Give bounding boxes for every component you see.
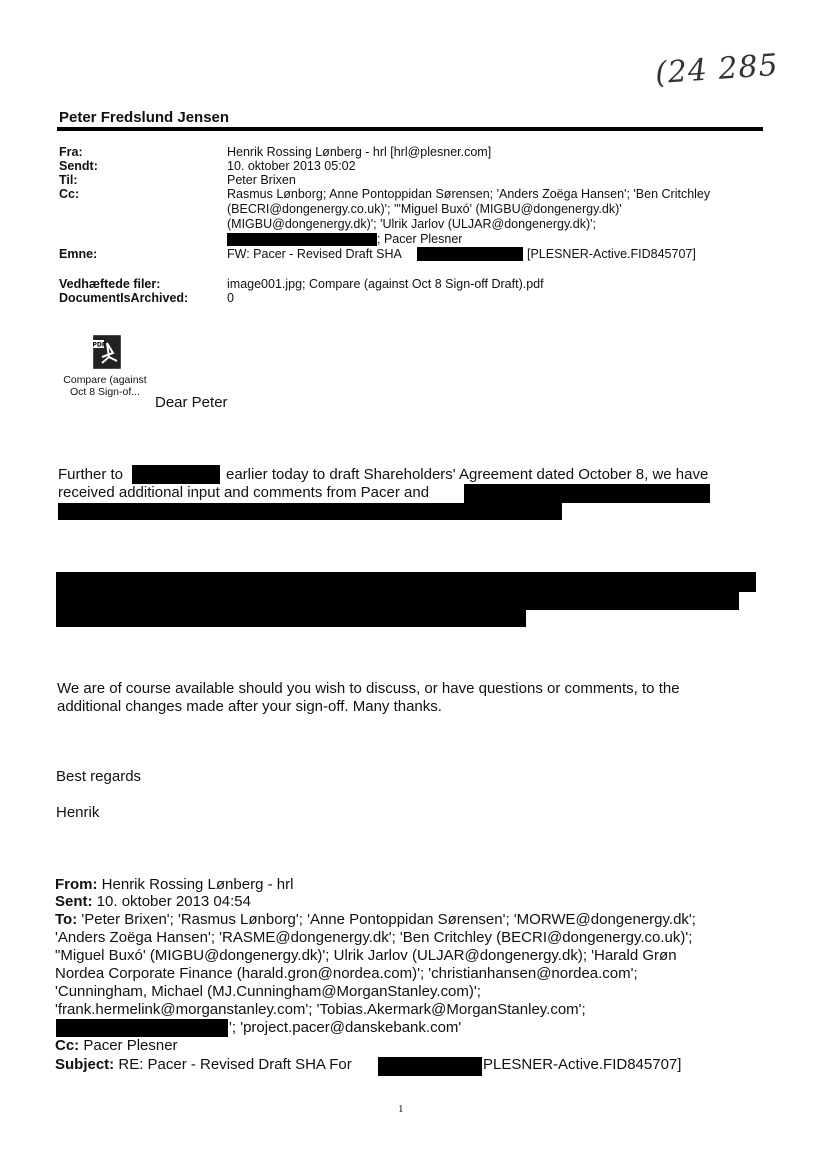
to-label: Til: (59, 173, 78, 187)
cc-line-1: Rasmus Lønborg; Anne Pontoppidan Sørensen; 'Anders Zoëga Hansen'; 'Ben Critchley (227, 187, 711, 201)
paragraph-2-line-1: We are of course available should you wish to discuss, or have questions or comments, to the (57, 680, 680, 697)
cc-tail: ; Pacer Plesner (377, 232, 463, 246)
fwd-subject-value-start: RE: Pacer - Revised Draft SHA For (118, 1056, 352, 1073)
attachment-caption-1: Compare (against (63, 374, 147, 386)
redaction (417, 247, 523, 261)
header-rule (57, 127, 763, 131)
redaction (56, 608, 526, 627)
fwd-subject-label: Subject: (55, 1056, 115, 1073)
from-label: Fra: (59, 145, 83, 159)
page-number: 1 (398, 1103, 404, 1115)
fwd-sent-value: 10. oktober 2013 04:54 (96, 893, 251, 910)
fwd-to-tail: '; 'project.pacer@danskebank.com' (229, 1019, 462, 1036)
paragraph-1-line-2: received additional input and comments from Pacer and (58, 484, 430, 501)
sent-value: 10. oktober 2013 05:02 (227, 159, 356, 173)
closing: Best regards (56, 768, 142, 785)
cc-label: Cc: (59, 187, 80, 201)
paragraph-1-start: Further to (58, 466, 124, 483)
fwd-to-label: To: (55, 911, 78, 928)
cc-line-2: (BECRI@dongenergy.co.uk)'; '"Miguel Buxó' (MIGBU@dongenergy.dk)' (227, 202, 622, 216)
greeting: Dear Peter (155, 394, 228, 411)
redaction (132, 465, 220, 484)
fwd-subject-value-end: PLESNER-Active.FID845707] (483, 1056, 682, 1073)
fwd-subject-line (55, 1056, 352, 1074)
redaction (227, 233, 377, 246)
fwd-to-line-3: "Miguel Buxó' (MIGBU@dongenergy.dk)'; Ulrik Jarlov (ULJAR@dongenergy.dk); 'Harald Grøn (55, 947, 677, 964)
redaction (56, 572, 756, 592)
fwd-cc-label: Cc: (55, 1037, 80, 1054)
fwd-to-value: 'Peter Brixen'; 'Rasmus Lønborg'; 'Anne Pontoppidan Sørensen'; 'MORWE@dongenergy.dk'; (81, 911, 696, 928)
redaction (378, 1057, 482, 1076)
fwd-to-line (55, 911, 696, 929)
fwd-cc-value: Pacer Plesner (83, 1037, 178, 1054)
fwd-to-line-5: 'Cunningham, Michael (MJ.Cunningham@MorganStanley.com)'; (55, 983, 481, 1000)
fwd-sent-line (55, 893, 251, 911)
handwritten-note: (24 285 (653, 47, 780, 92)
pdf-icon[interactable] (90, 335, 124, 369)
signature: Henrik (56, 804, 100, 821)
redaction (56, 1019, 228, 1037)
to-value: Peter Brixen (227, 173, 296, 187)
from-value: Henrik Rossing Lønberg - hrl [hrl@plesner.com] (227, 145, 492, 159)
archived-value: 0 (227, 291, 234, 305)
svg-text:PDF: PDF (92, 341, 106, 349)
fwd-sent-label: Sent: (55, 893, 93, 910)
redaction (56, 590, 739, 610)
recipient-name: Peter Fredslund Jensen (59, 109, 230, 126)
fwd-from-value: Henrik Rossing Lønberg - hrl (101, 876, 294, 893)
subject-label: Emne: (59, 247, 98, 261)
attachments-label: Vedhæftede filer: (59, 277, 161, 291)
fwd-from-label: From: (55, 876, 98, 893)
sent-label: Sendt: (59, 159, 98, 173)
fwd-to-line-6: 'frank.hermelink@morganstanley.com'; 'Tobias.Akermark@MorganStanley.com'; (55, 1001, 586, 1018)
attachment-caption-2: Oct 8 Sign-of... (69, 386, 141, 398)
fwd-from-line (55, 876, 293, 894)
paragraph-2-line-2: additional changes made after your sign-off. Many thanks. (57, 698, 442, 715)
fwd-to-line-4: Nordea Corporate Finance (harald.gron@nordea.com)'; 'christianhansen@nordea.com'; (55, 965, 638, 982)
fwd-to-line-2: 'Anders Zoëga Hansen'; 'RASME@dongenergy.dk'; 'Ben Critchley (BECRI@dongenergy.co.uk)'; (55, 929, 693, 946)
paragraph-1-mid: earlier today to draft Shareholders' Agreement dated October 8, we have (226, 466, 709, 483)
redaction (464, 484, 710, 503)
archived-label: DocumentIsArchived: (59, 291, 189, 305)
subject-value-end: [PLESNER-Active.FID845707] (527, 247, 696, 261)
redaction (58, 503, 562, 520)
attachments-value: image001.jpg; Compare (against Oct 8 Sign-off Draft).pdf (227, 277, 544, 291)
subject-value-start: FW: Pacer - Revised Draft SHA (227, 247, 402, 261)
cc-line-3: (MIGBU@dongenergy.dk)'; 'Ulrik Jarlov (ULJAR@dongenergy.dk)'; (227, 217, 597, 231)
fwd-cc-line (55, 1037, 178, 1055)
